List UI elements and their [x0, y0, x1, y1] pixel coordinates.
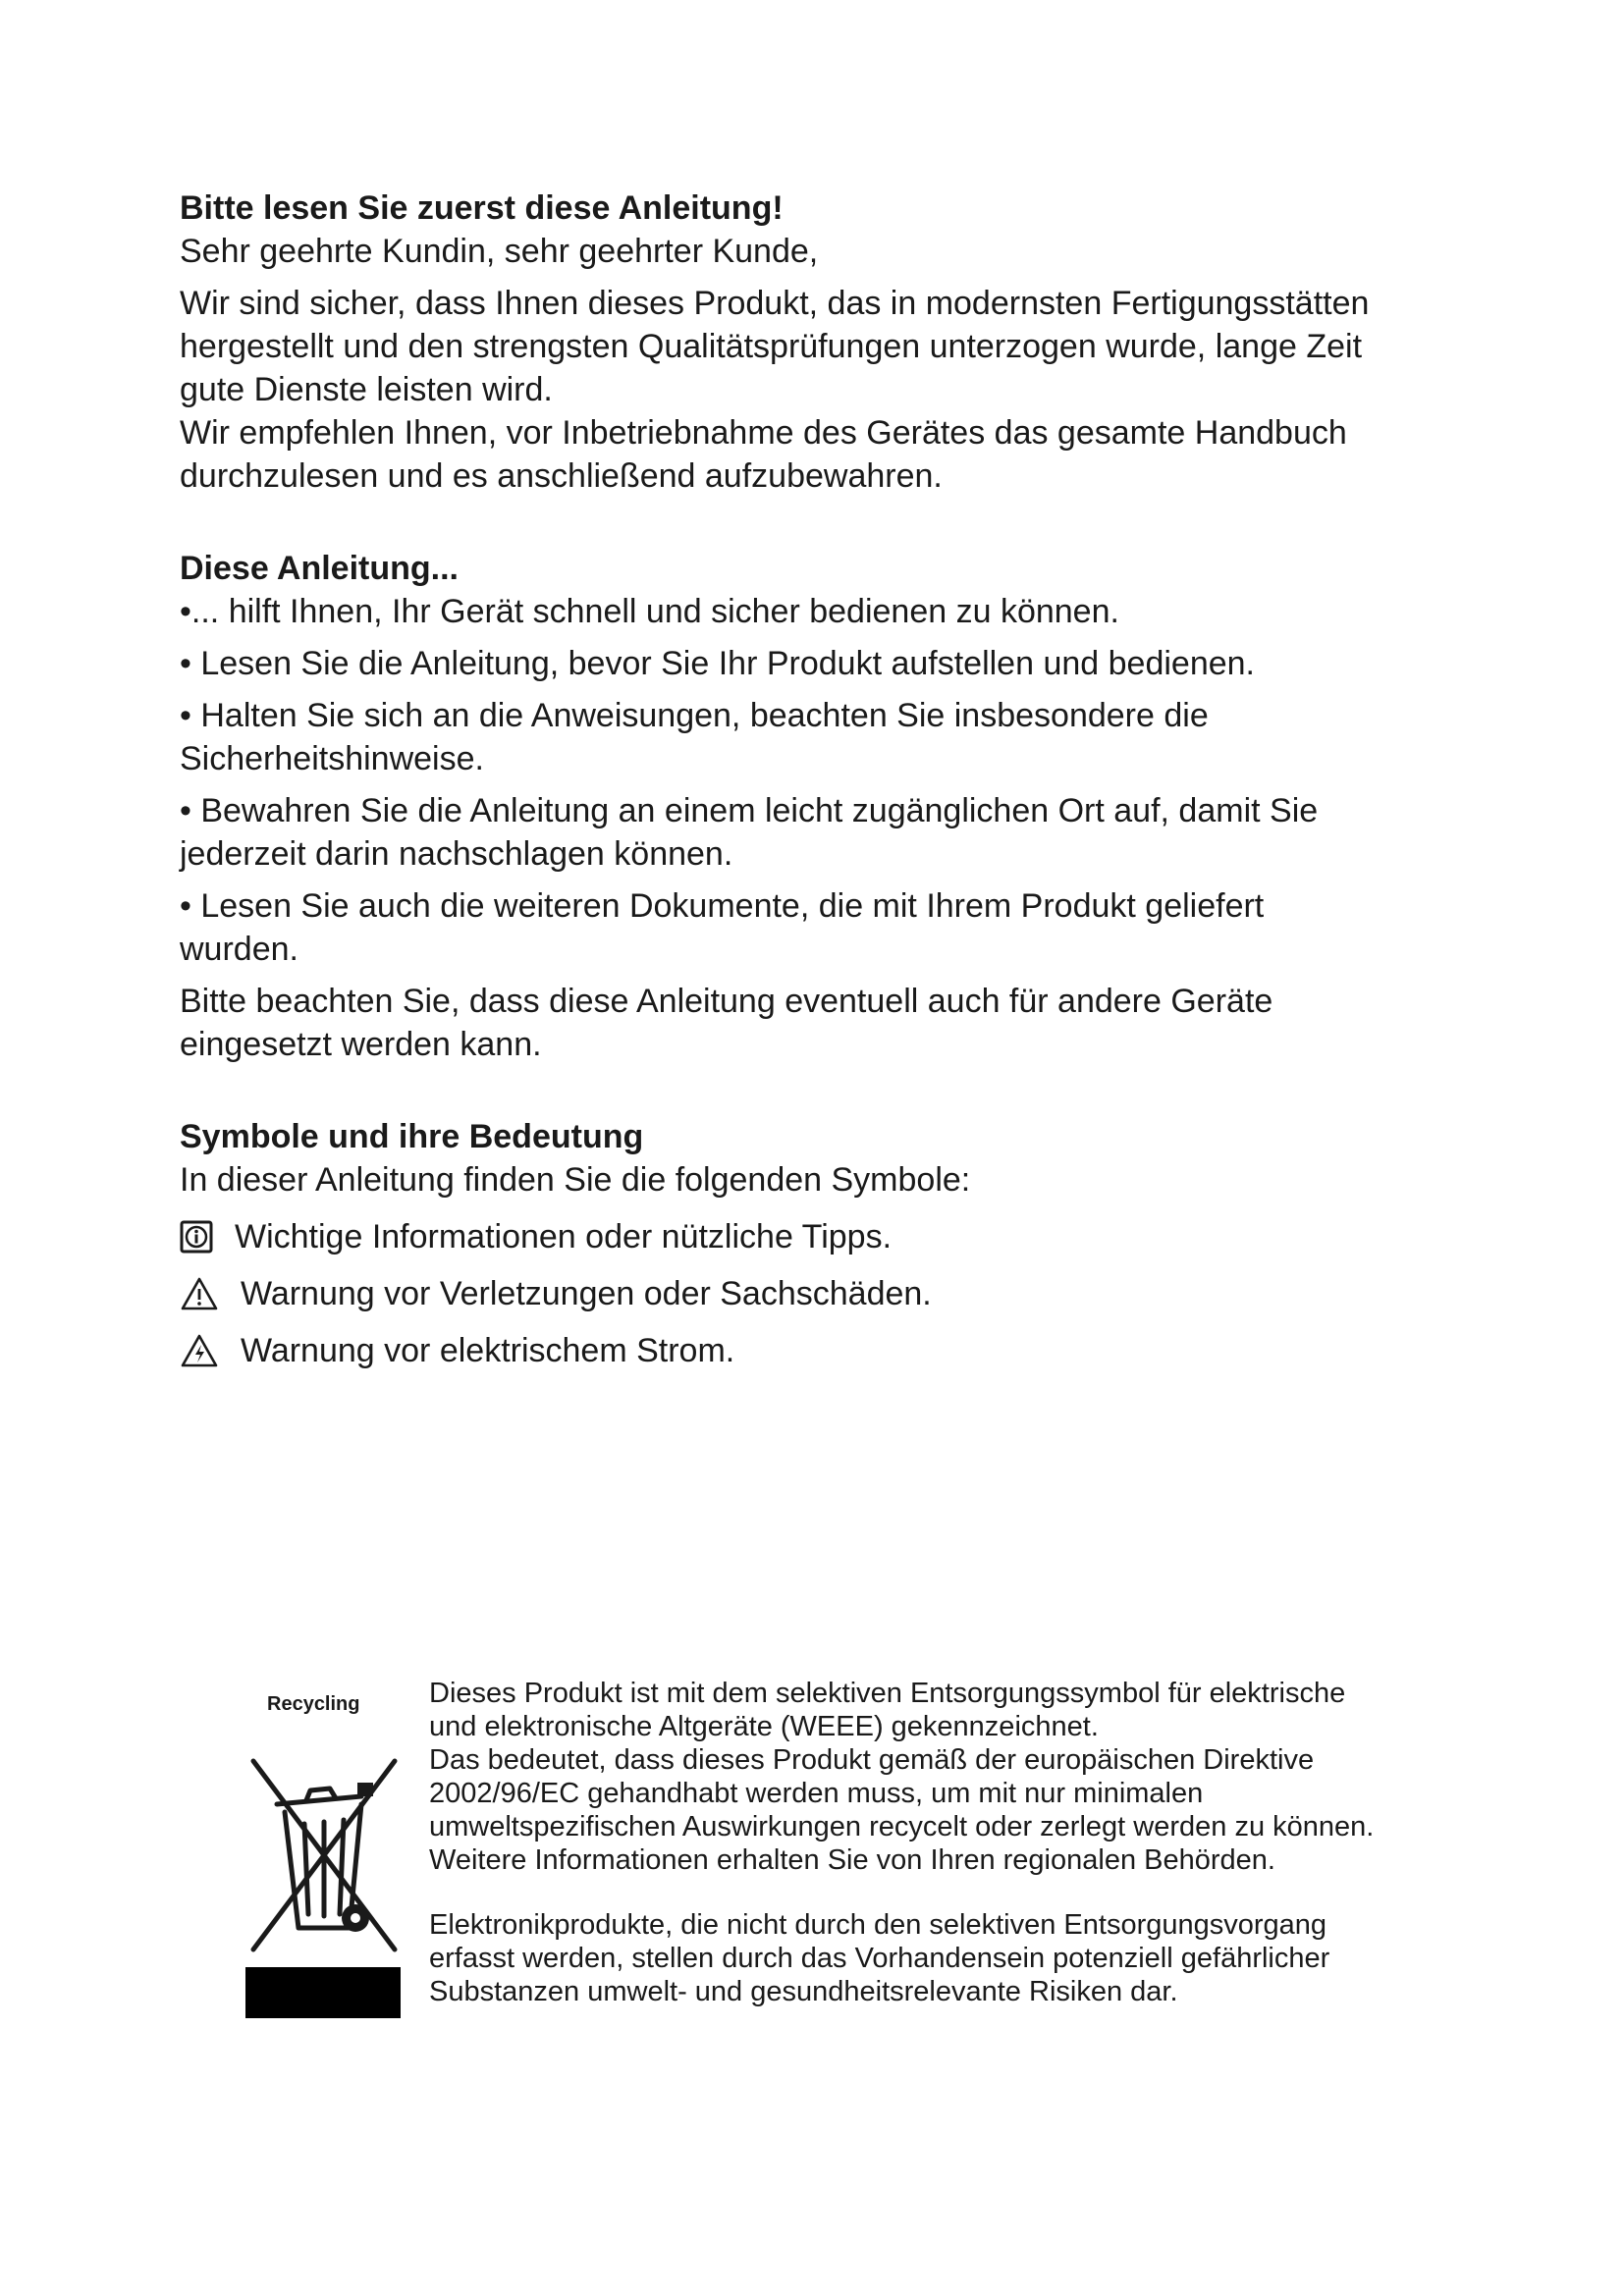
symbol-warning-text: Warnung vor Verletzungen oder Sachschäden.	[241, 1275, 932, 1312]
text-line: wurden.	[180, 931, 298, 968]
guide-bullet-2: • Lesen Sie die Anleitung, bevor Sie Ihr Produkt aufstellen und bedienen.	[180, 645, 1255, 682]
crossed-bin-icon	[245, 1753, 403, 1959]
text-line: durchzulesen und es anschließend aufzubewahren.	[180, 457, 943, 495]
symbols-intro: In dieser Anleitung finden Sie die folgenden Symbole:	[180, 1161, 971, 1199]
text-line: Elektronikprodukte, die nicht durch den selektiven Entsorgungsvorgang	[429, 1909, 1327, 1941]
text-line: und elektronische Altgeräte (WEEE) gekennzeichnet.	[429, 1711, 1099, 1742]
text-line: Wir sind sicher, dass Ihnen dieses Produkt, das in modernsten Fertigungsstätten	[180, 285, 1370, 322]
text-line: Bitte beachten Sie, dass diese Anleitung eventuell auch für andere Geräte	[180, 983, 1273, 1020]
symbols-section	[180, 1115, 1486, 1372]
symbols-heading: Symbole und ihre Bedeutung	[180, 1118, 644, 1155]
guide-bullet-5	[180, 884, 1486, 971]
info-icon	[180, 1220, 213, 1254]
warning-icon	[180, 1276, 219, 1311]
text-line: Sicherheitshinweise.	[180, 740, 484, 777]
text-line: Wir empfehlen Ihnen, vor Inbetriebnahme des Gerätes das gesamte Handbuch	[180, 414, 1347, 452]
guide-heading: Diese Anleitung...	[180, 550, 460, 587]
intro-paragraph-2	[180, 411, 1486, 498]
guide-note	[180, 980, 1486, 1066]
text-line: jederzeit darin nachschlagen können.	[180, 835, 733, 873]
text-line: • Halten Sie sich an die Anweisungen, beachten Sie insbesondere die	[180, 697, 1209, 734]
text-line: Weitere Informationen erhalten Sie von Ihren regionalen Behörden.	[429, 1844, 1275, 1876]
recycling-text	[429, 1677, 1450, 2008]
main-content	[180, 187, 1486, 1372]
guide-bullet-4	[180, 789, 1486, 876]
text-line: 2002/96/EC gehandhabt werden muss, um mit nur minimalen	[429, 1778, 1204, 1809]
electric-warning-icon	[180, 1333, 219, 1368]
symbol-row-electric	[180, 1329, 1486, 1372]
symbol-row-warning	[180, 1272, 1486, 1315]
guide-bullet-1: •... hilft Ihnen, Ihr Gerät schnell und sicher bedienen zu können.	[180, 593, 1119, 630]
text-line: • Bewahren Sie die Anleitung an einem leicht zugänglichen Ort auf, damit Sie	[180, 792, 1319, 829]
text-line: umweltspezifischen Auswirkungen recycelt oder zerlegt werden zu können.	[429, 1811, 1375, 1842]
guide-section	[180, 547, 1486, 1066]
text-line: • Lesen Sie auch die weiteren Dokumente, die mit Ihrem Produkt geliefert	[180, 887, 1265, 925]
symbol-electric-text: Warnung vor elektrischem Strom.	[241, 1332, 735, 1369]
recycling-label: Recycling	[267, 1693, 360, 1715]
guide-bullet-3	[180, 694, 1486, 780]
text-line: Substanzen umwelt- und gesundheitsrelevante Risiken dar.	[429, 1976, 1178, 2007]
text-line: erfasst werden, stellen durch das Vorhandensein potenziell gefährlicher	[429, 1943, 1330, 1974]
intro-paragraph-1	[180, 282, 1486, 411]
text-line: eingesetzt werden kann.	[180, 1026, 542, 1063]
symbol-info-text: Wichtige Informationen oder nützliche Tipps.	[235, 1218, 893, 1255]
text-line: hergestellt und den strengsten Qualitätsprüfungen unterzogen wurde, lange Zeit	[180, 328, 1363, 365]
symbol-row-info	[180, 1215, 1486, 1258]
text-line: gute Dienste leisten wird.	[180, 371, 553, 408]
text-line: Das bedeutet, dass dieses Produkt gemäß der europäischen Direktive	[429, 1744, 1315, 1776]
intro-heading: Bitte lesen Sie zuerst diese Anleitung!	[180, 189, 784, 227]
text-line: Dieses Produkt ist mit dem selektiven Entsorgungssymbol für elektrische	[429, 1678, 1346, 1709]
greeting: Sehr geehrte Kundin, sehr geehrter Kunde,	[180, 233, 819, 270]
black-bar-marker	[245, 1967, 401, 2018]
